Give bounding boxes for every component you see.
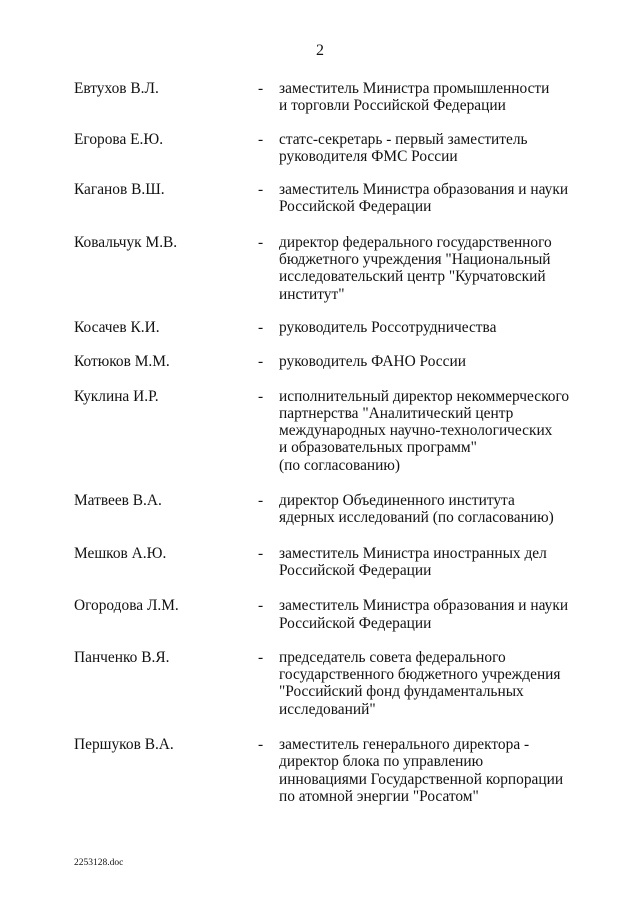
list-item [74, 649, 574, 718]
person-role: заместитель Министра образования и науки Российской Федерации [279, 597, 569, 632]
person-name: Панченко В.Я. [74, 648, 170, 666]
separator-dash: - [258, 492, 264, 510]
separator-dash: - [258, 80, 264, 97]
person-name: Матвеев В.А. [74, 492, 162, 510]
list-item [74, 353, 574, 370]
person-role: председатель совета федерального государственного бюджетного учреждения "Российский фонд фундаментальных исследований" [279, 648, 561, 718]
separator-dash: - [258, 597, 264, 615]
person-role: заместитель Министра иностранных дел Российской Федерации [279, 544, 547, 579]
separator-dash: - [258, 181, 264, 199]
separator-dash: - [258, 387, 264, 405]
person-name: Евтухов В.Л. [74, 80, 159, 97]
person-role: заместитель Министра промышленности и торговли Российской Федерации [279, 80, 550, 115]
member-list [74, 80, 574, 805]
person-role: директор Объединенного института ядерных исследований (по согласованию) [279, 492, 554, 527]
person-name: Першуков В.А. [74, 736, 174, 754]
person-role: заместитель Министра образования и науки Российской Федерации [279, 181, 569, 216]
list-item [74, 736, 574, 805]
list-item [74, 319, 574, 336]
person-role: статс-секретарь - первый заместитель руководителя ФМС России [279, 130, 528, 165]
separator-dash: - [258, 233, 264, 251]
separator-dash: - [258, 353, 264, 371]
person-name: Котюков М.М. [74, 353, 170, 371]
person-name: Ковальчук М.В. [74, 233, 178, 251]
list-item [74, 131, 574, 166]
person-role: руководитель Россотрудничества [279, 318, 497, 336]
person-name: Куклина И.Р. [74, 387, 159, 405]
person-role: руководитель ФАНО России [279, 353, 466, 371]
person-name: Каганов В.Ш. [74, 181, 165, 199]
page-number: 2 [316, 42, 324, 59]
list-item [74, 492, 574, 527]
person-name: Огородова Л.М. [74, 597, 179, 615]
list-item [74, 80, 574, 115]
person-name: Косачев К.И. [74, 318, 160, 336]
person-role: исполнительный директор некоммерческого партнерства "Аналитический центр международных научно-технологических и образовательных программ" (по согласованию) [279, 387, 570, 474]
separator-dash: - [258, 318, 264, 336]
separator-dash: - [258, 130, 264, 148]
list-item [74, 388, 574, 474]
list-item [74, 545, 574, 580]
person-role: директор федерального государственного бюджетного учреждения "Национальный исследовательский центр "Курчатовский институт" [279, 233, 552, 303]
list-item [74, 234, 574, 303]
list-item [74, 181, 574, 216]
person-name: Мешков А.Ю. [74, 544, 167, 562]
separator-dash: - [258, 736, 264, 754]
list-item [74, 597, 574, 632]
document-filename: 2253128.doc [74, 858, 124, 868]
person-role: заместитель генерального директора - директор блока по управлению инновациями Государственной корпорации по атомной энергии "Росатом" [279, 736, 564, 805]
separator-dash: - [258, 544, 264, 562]
person-name: Егорова Е.Ю. [74, 130, 164, 148]
separator-dash: - [258, 648, 264, 666]
